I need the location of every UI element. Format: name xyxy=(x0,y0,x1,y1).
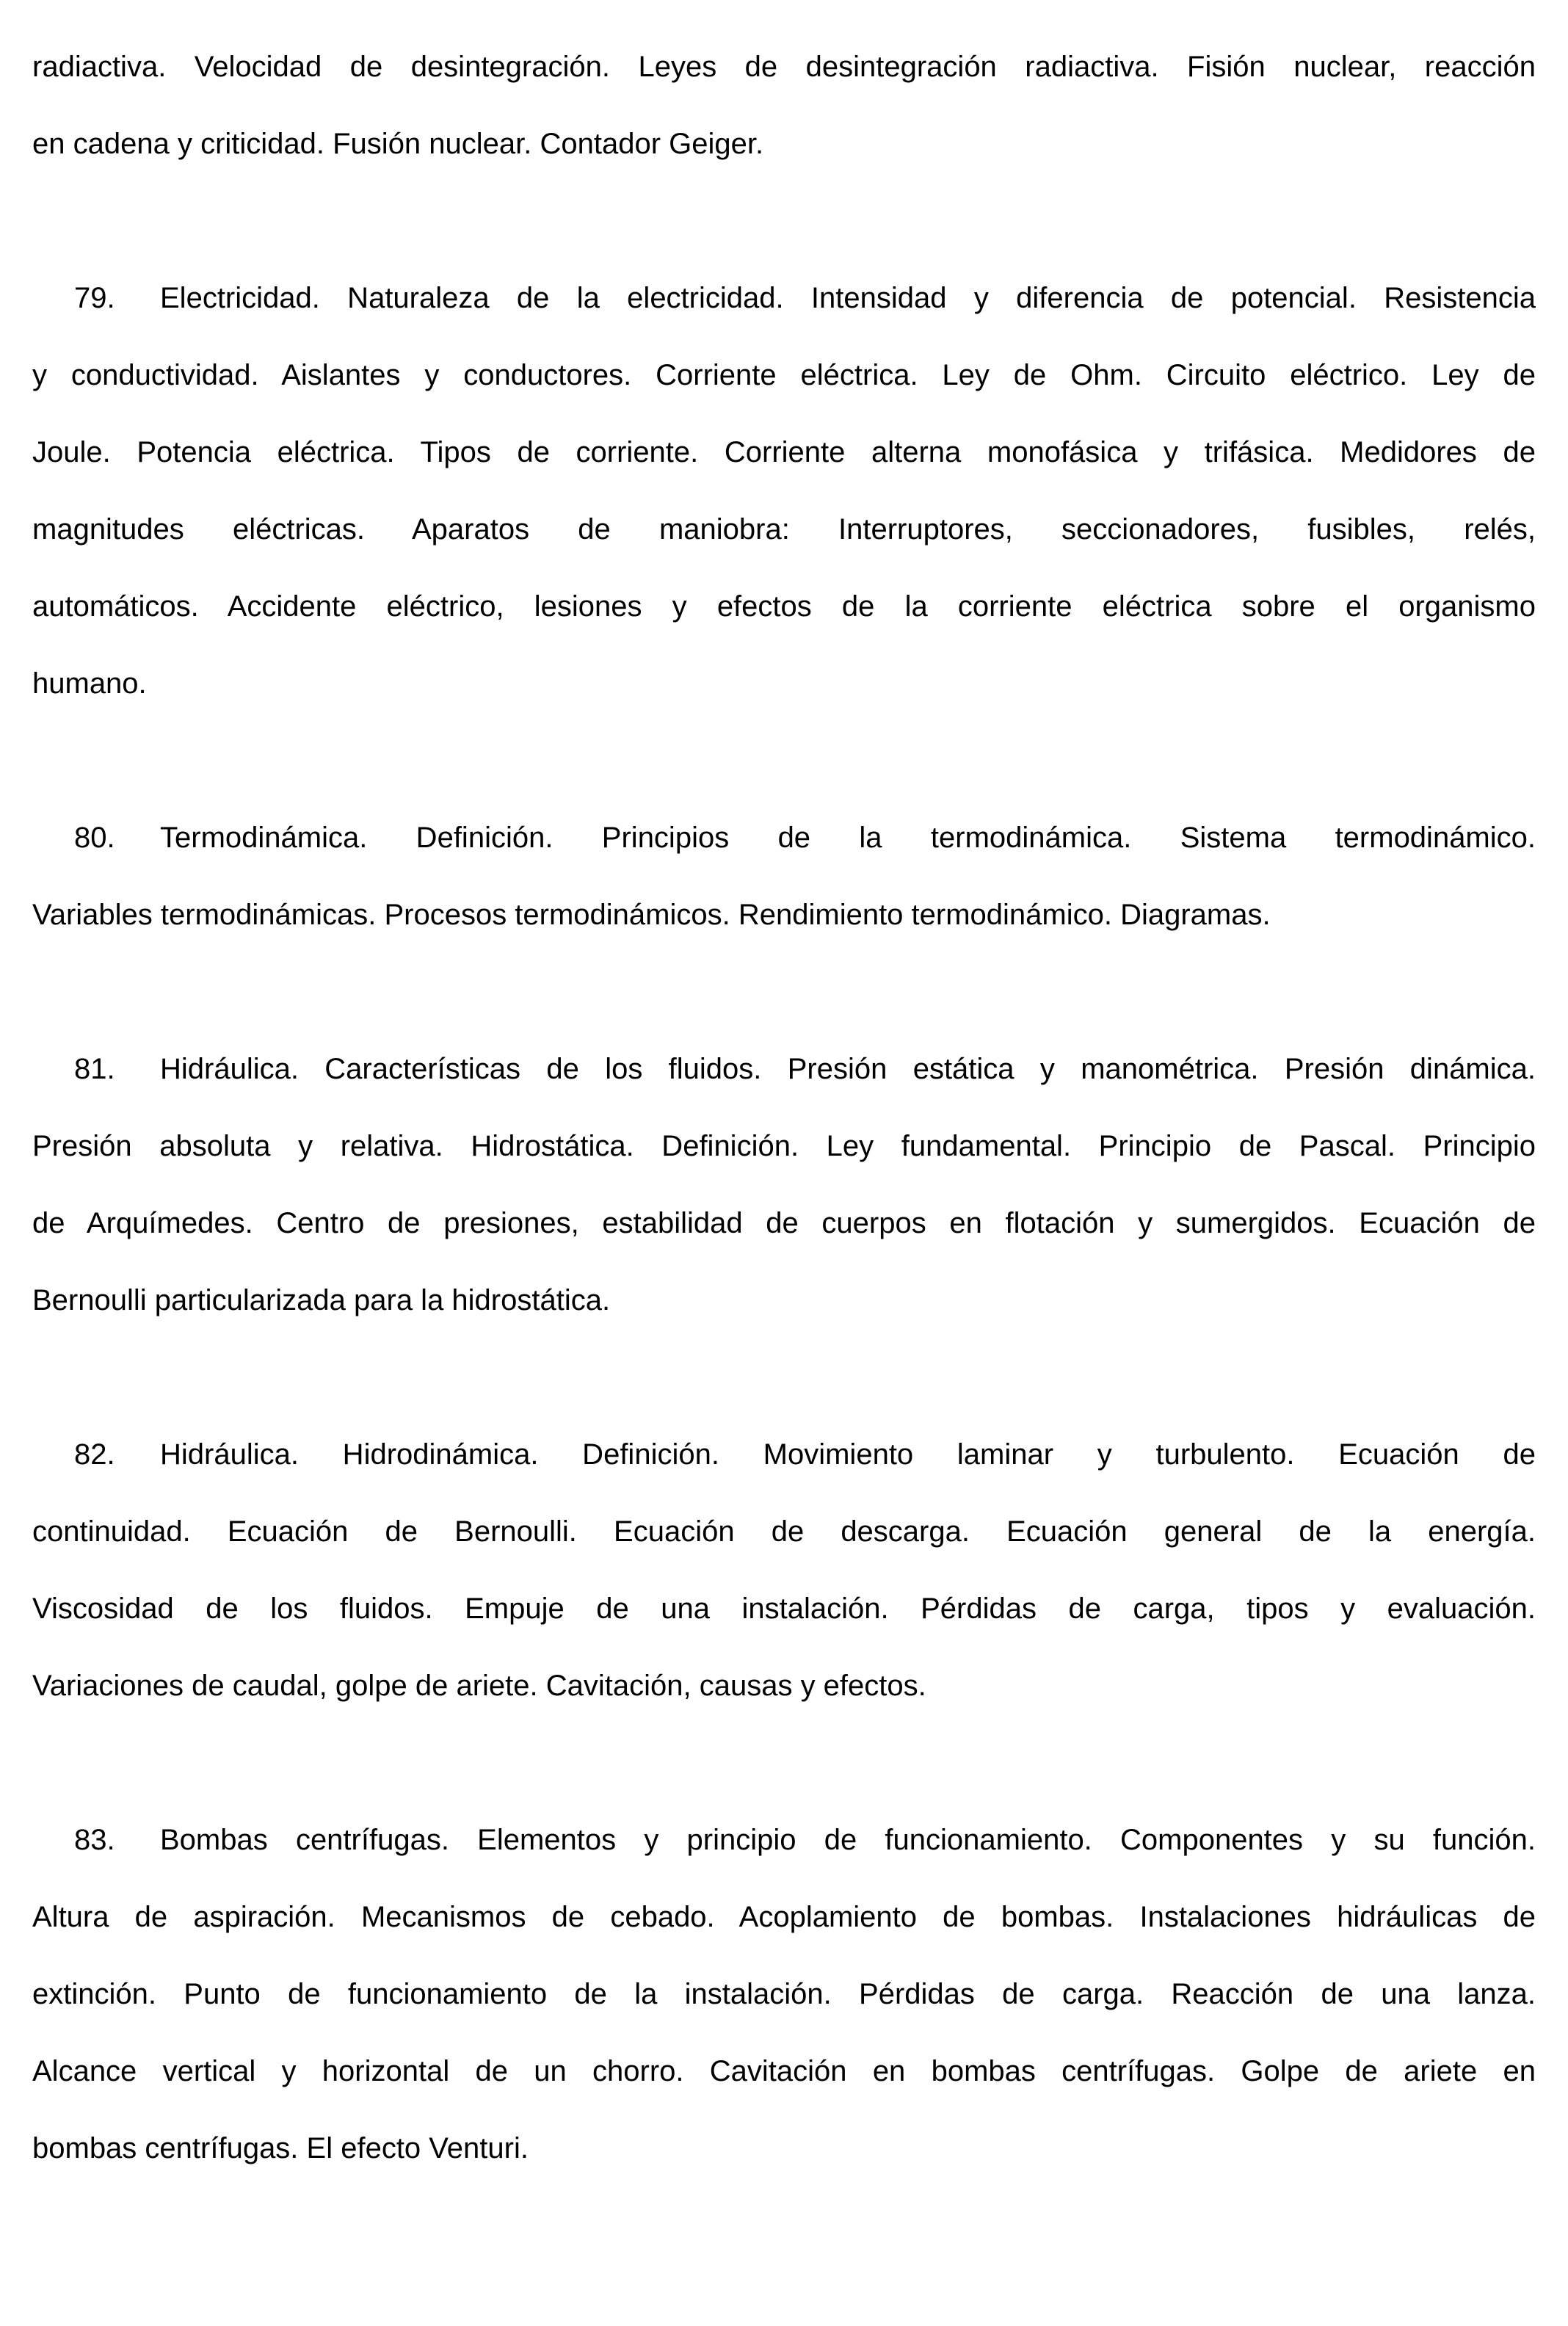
text-line xyxy=(32,800,1536,877)
text-line: Altura de aspiración. Mecanismos de cebado. Acoplamiento de bombas. Instalaciones hidráulicas de xyxy=(32,1901,1536,1933)
topic-number: 82. xyxy=(74,1438,115,1471)
text-line: continuidad. Ecuación de Bernoulli. Ecuación de descarga. Ecuación general de la energía. xyxy=(32,1515,1536,1548)
text-line: radiactiva. Velocidad de desintegración. Leyes de desintegración radiactiva. Fisión nuclear, reacción xyxy=(32,51,1536,83)
text-line xyxy=(32,1802,1536,1879)
text-line: Bernoulli particularizada para la hidrostática. xyxy=(32,1284,611,1316)
topic-number: 81. xyxy=(74,1053,115,1085)
paragraph-continuation xyxy=(32,29,1536,183)
text-line xyxy=(32,1416,1536,1493)
text-line-content: Bombas centrífugas. Elementos y principio de funcionamiento. Componentes y su función. xyxy=(160,1824,1536,1856)
text-line: magnitudes eléctricas. Aparatos de maniobra: Interruptores, seccionadores, fusibles, relés, xyxy=(32,513,1536,546)
text-line: Alcance vertical y horizontal de un chorro. Cavitación en bombas centrífugas. Golpe de ariete en xyxy=(32,2055,1536,2087)
topic-number: 83. xyxy=(74,1824,115,1856)
text-line: bombas centrífugas. El efecto Venturi. xyxy=(32,2132,529,2164)
topic-item-83 xyxy=(32,1802,1536,2187)
text-line: Variables termodinámicas. Procesos termodinámicos. Rendimiento termodinámico. Diagramas. xyxy=(32,899,1271,931)
document-page xyxy=(32,29,1536,2264)
text-line: Variaciones de caudal, golpe de ariete. Cavitación, causas y efectos. xyxy=(32,1670,926,1702)
text-line: extinción. Punto de funcionamiento de la instalación. Pérdidas de carga. Reacción de una lanza. xyxy=(32,1978,1536,2010)
topic-item-80 xyxy=(32,800,1536,954)
topic-number: 79. xyxy=(74,282,115,314)
text-line-content: Hidráulica. Características de los fluidos. Presión estática y manométrica. Presión dinámica. xyxy=(160,1053,1536,1085)
text-line: automáticos. Accidente eléctrico, lesiones y efectos de la corriente eléctrica sobre el organismo xyxy=(32,590,1536,623)
text-line-content: Hidráulica. Hidrodinámica. Definición. Movimiento laminar y turbulento. Ecuación de xyxy=(160,1438,1536,1471)
text-line xyxy=(32,1031,1536,1108)
text-line: Presión absoluta y relativa. Hidrostática. Definición. Ley fundamental. Principio de Pascal. Principio xyxy=(32,1130,1536,1162)
topic-item-82 xyxy=(32,1416,1536,1725)
text-line-content: Termodinámica. Definición. Principios de la termodinámica. Sistema termodinámico. xyxy=(160,822,1536,854)
text-line: Viscosidad de los fluidos. Empuje de una instalación. Pérdidas de carga, tipos y evaluación. xyxy=(32,1593,1536,1625)
text-line: humano. xyxy=(32,667,147,700)
topic-item-79 xyxy=(32,260,1536,722)
topic-item-81 xyxy=(32,1031,1536,1339)
text-line: en cadena y criticidad. Fusión nuclear. Contador Geiger. xyxy=(32,128,764,160)
text-line: Joule. Potencia eléctrica. Tipos de corriente. Corriente alterna monofásica y trifásica. Medidores de xyxy=(32,436,1536,468)
text-line-content: Electricidad. Naturaleza de la electricidad. Intensidad y diferencia de potencial. Resistencia xyxy=(160,282,1536,314)
text-line: y conductividad. Aislantes y conductores. Corriente eléctrica. Ley de Ohm. Circuito eléctrico. Ley de xyxy=(32,359,1536,391)
topic-number: 80. xyxy=(74,822,115,854)
text-line: de Arquímedes. Centro de presiones, estabilidad de cuerpos en flotación y sumergidos. Ecuación de xyxy=(32,1207,1536,1239)
text-line xyxy=(32,260,1536,337)
